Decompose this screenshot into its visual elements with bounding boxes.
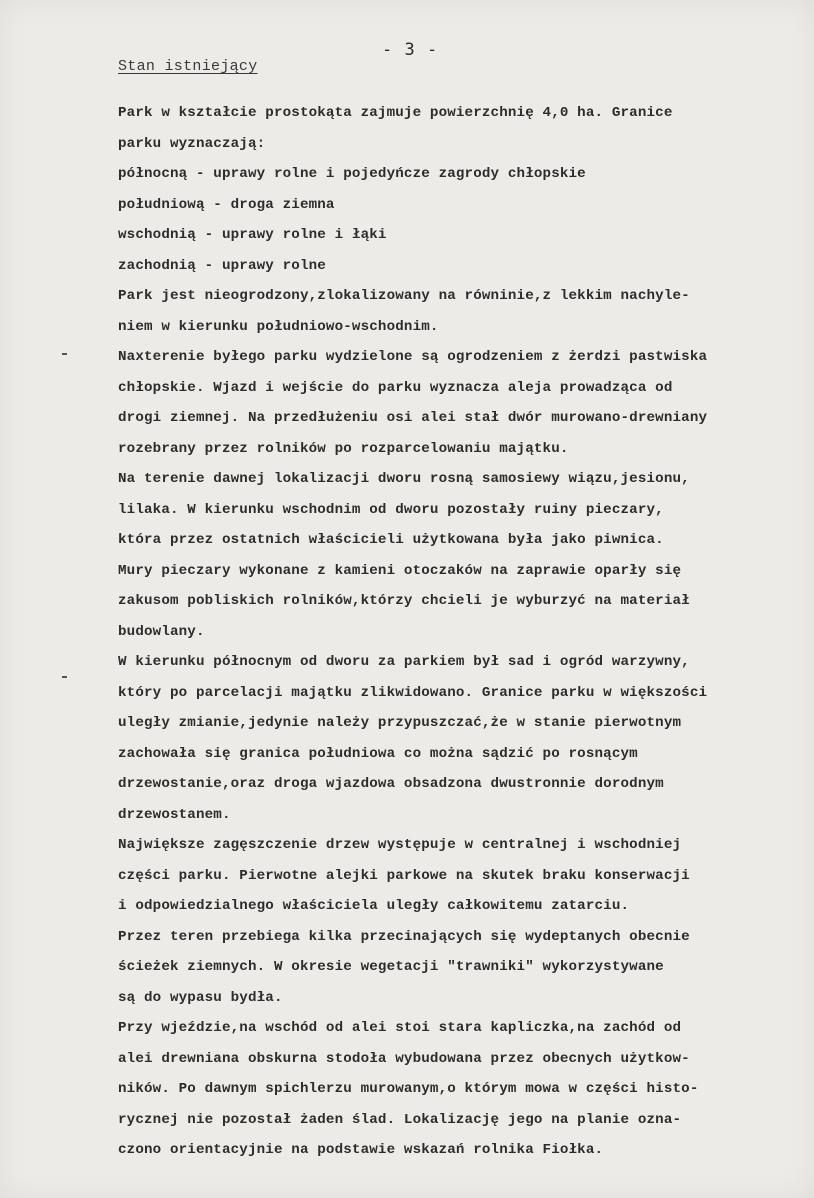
text-line: uległy zmianie,jedynie należy przypuszczać,że w stanie pierwotnym bbox=[118, 715, 682, 731]
text-line: Park w kształcie prostokąta zajmuje powierzchnię 4,0 ha. Granice bbox=[118, 105, 673, 121]
text-line: parku wyznaczają: bbox=[118, 135, 266, 152]
page-number: - 3 - bbox=[382, 40, 439, 60]
text-line: ników. Po dawnym spichlerzu murowanym,o którym mowa w części histo- bbox=[118, 1081, 699, 1097]
document-body bbox=[118, 98, 808, 1166]
text-line: który po parcelacji majątku zlikwidowano. Granice parku w większości bbox=[118, 684, 708, 701]
text-line: Największe zagęszczenie drzew występuje w centralnej i wschodniej bbox=[118, 837, 682, 853]
text-line: Na terenie dawnej lokalizacji dworu rosną samosiewy wiązu,jesionu, bbox=[118, 471, 690, 487]
text-line: wschodnią - uprawy rolne i łąki bbox=[118, 227, 387, 243]
text-line: i odpowiedzialnego właściciela uległy całkowitemu zatarciu. bbox=[118, 898, 630, 914]
text-line: części parku. Pierwotne alejki parkowe na skutek braku konserwacji bbox=[118, 867, 690, 884]
margin-mark bbox=[62, 353, 67, 355]
text-line: niem w kierunku południowo-wschodnim. bbox=[118, 318, 439, 335]
text-line: rozebrany przez rolników po rozparcelowaniu majątku. bbox=[118, 440, 569, 457]
text-line: alei drewniana obskurna stodoła wybudowana przez obecnych użytkow- bbox=[118, 1050, 690, 1067]
text-line: Przez teren przebiega kilka przecinających się wydeptanych obecnie bbox=[118, 928, 690, 945]
text-line: zachodnią - uprawy rolne bbox=[118, 257, 326, 274]
text-line: południową - droga ziemna bbox=[118, 196, 335, 213]
text-line: czono orientacyjnie na podstawie wskazań rolnika Fiołka. bbox=[118, 1142, 604, 1158]
text-line: drogi ziemnej. Na przedłużeniu osi alei stał dwór murowano-drewniany bbox=[118, 410, 708, 426]
text-line: chłopskie. Wjazd i wejście do parku wyznacza aleja prowadząca od bbox=[118, 379, 673, 396]
text-line: drzewostanem. bbox=[118, 806, 231, 823]
text-line: która przez ostatnich właścicieli użytkowana była jako piwnica. bbox=[118, 532, 664, 548]
text-line: zakusom pobliskich rolników,którzy chcieli je wyburzyć na materiał bbox=[118, 593, 690, 609]
text-line: północną - uprawy rolne i pojedyńcze zagrody chłopskie bbox=[118, 166, 586, 182]
text-line: W kierunku północnym od dworu za parkiem był sad i ogród warzywny, bbox=[118, 654, 690, 670]
text-line: Park jest nieogrodzony,zlokalizowany na równinie,z lekkim nachyle- bbox=[118, 288, 690, 304]
text-line: są do wypasu bydła. bbox=[118, 989, 283, 1006]
text-line: drzewostanie,oraz droga wjazdowa obsadzona dwustronnie dorodnym bbox=[118, 776, 664, 792]
text-line: Naxterenie byłego parku wydzielone są ogrodzeniem z żerdzi pastwiska bbox=[118, 349, 708, 365]
section-heading: Stan istniejący bbox=[118, 58, 258, 75]
text-line: rycznej nie pozostał żaden ślad. Lokalizację jego na planie ozna- bbox=[118, 1111, 682, 1128]
text-line: lilaka. W kierunku wschodnim od dworu pozostały ruiny pieczary, bbox=[118, 501, 664, 518]
text-line: budowlany. bbox=[118, 623, 205, 640]
margin-mark bbox=[62, 676, 67, 678]
text-line: Przy wjeździe,na wschód od alei stoi stara kapliczka,na zachód od bbox=[118, 1020, 682, 1036]
text-line: zachowała się granica południowa co można sądzić po rosnącym bbox=[118, 745, 638, 762]
text-line: Mury pieczary wykonane z kamieni otoczaków na zaprawie oparły się bbox=[118, 562, 682, 579]
text-line: ścieżek ziemnych. W okresie wegetacji "trawniki" wykorzystywane bbox=[118, 959, 664, 975]
